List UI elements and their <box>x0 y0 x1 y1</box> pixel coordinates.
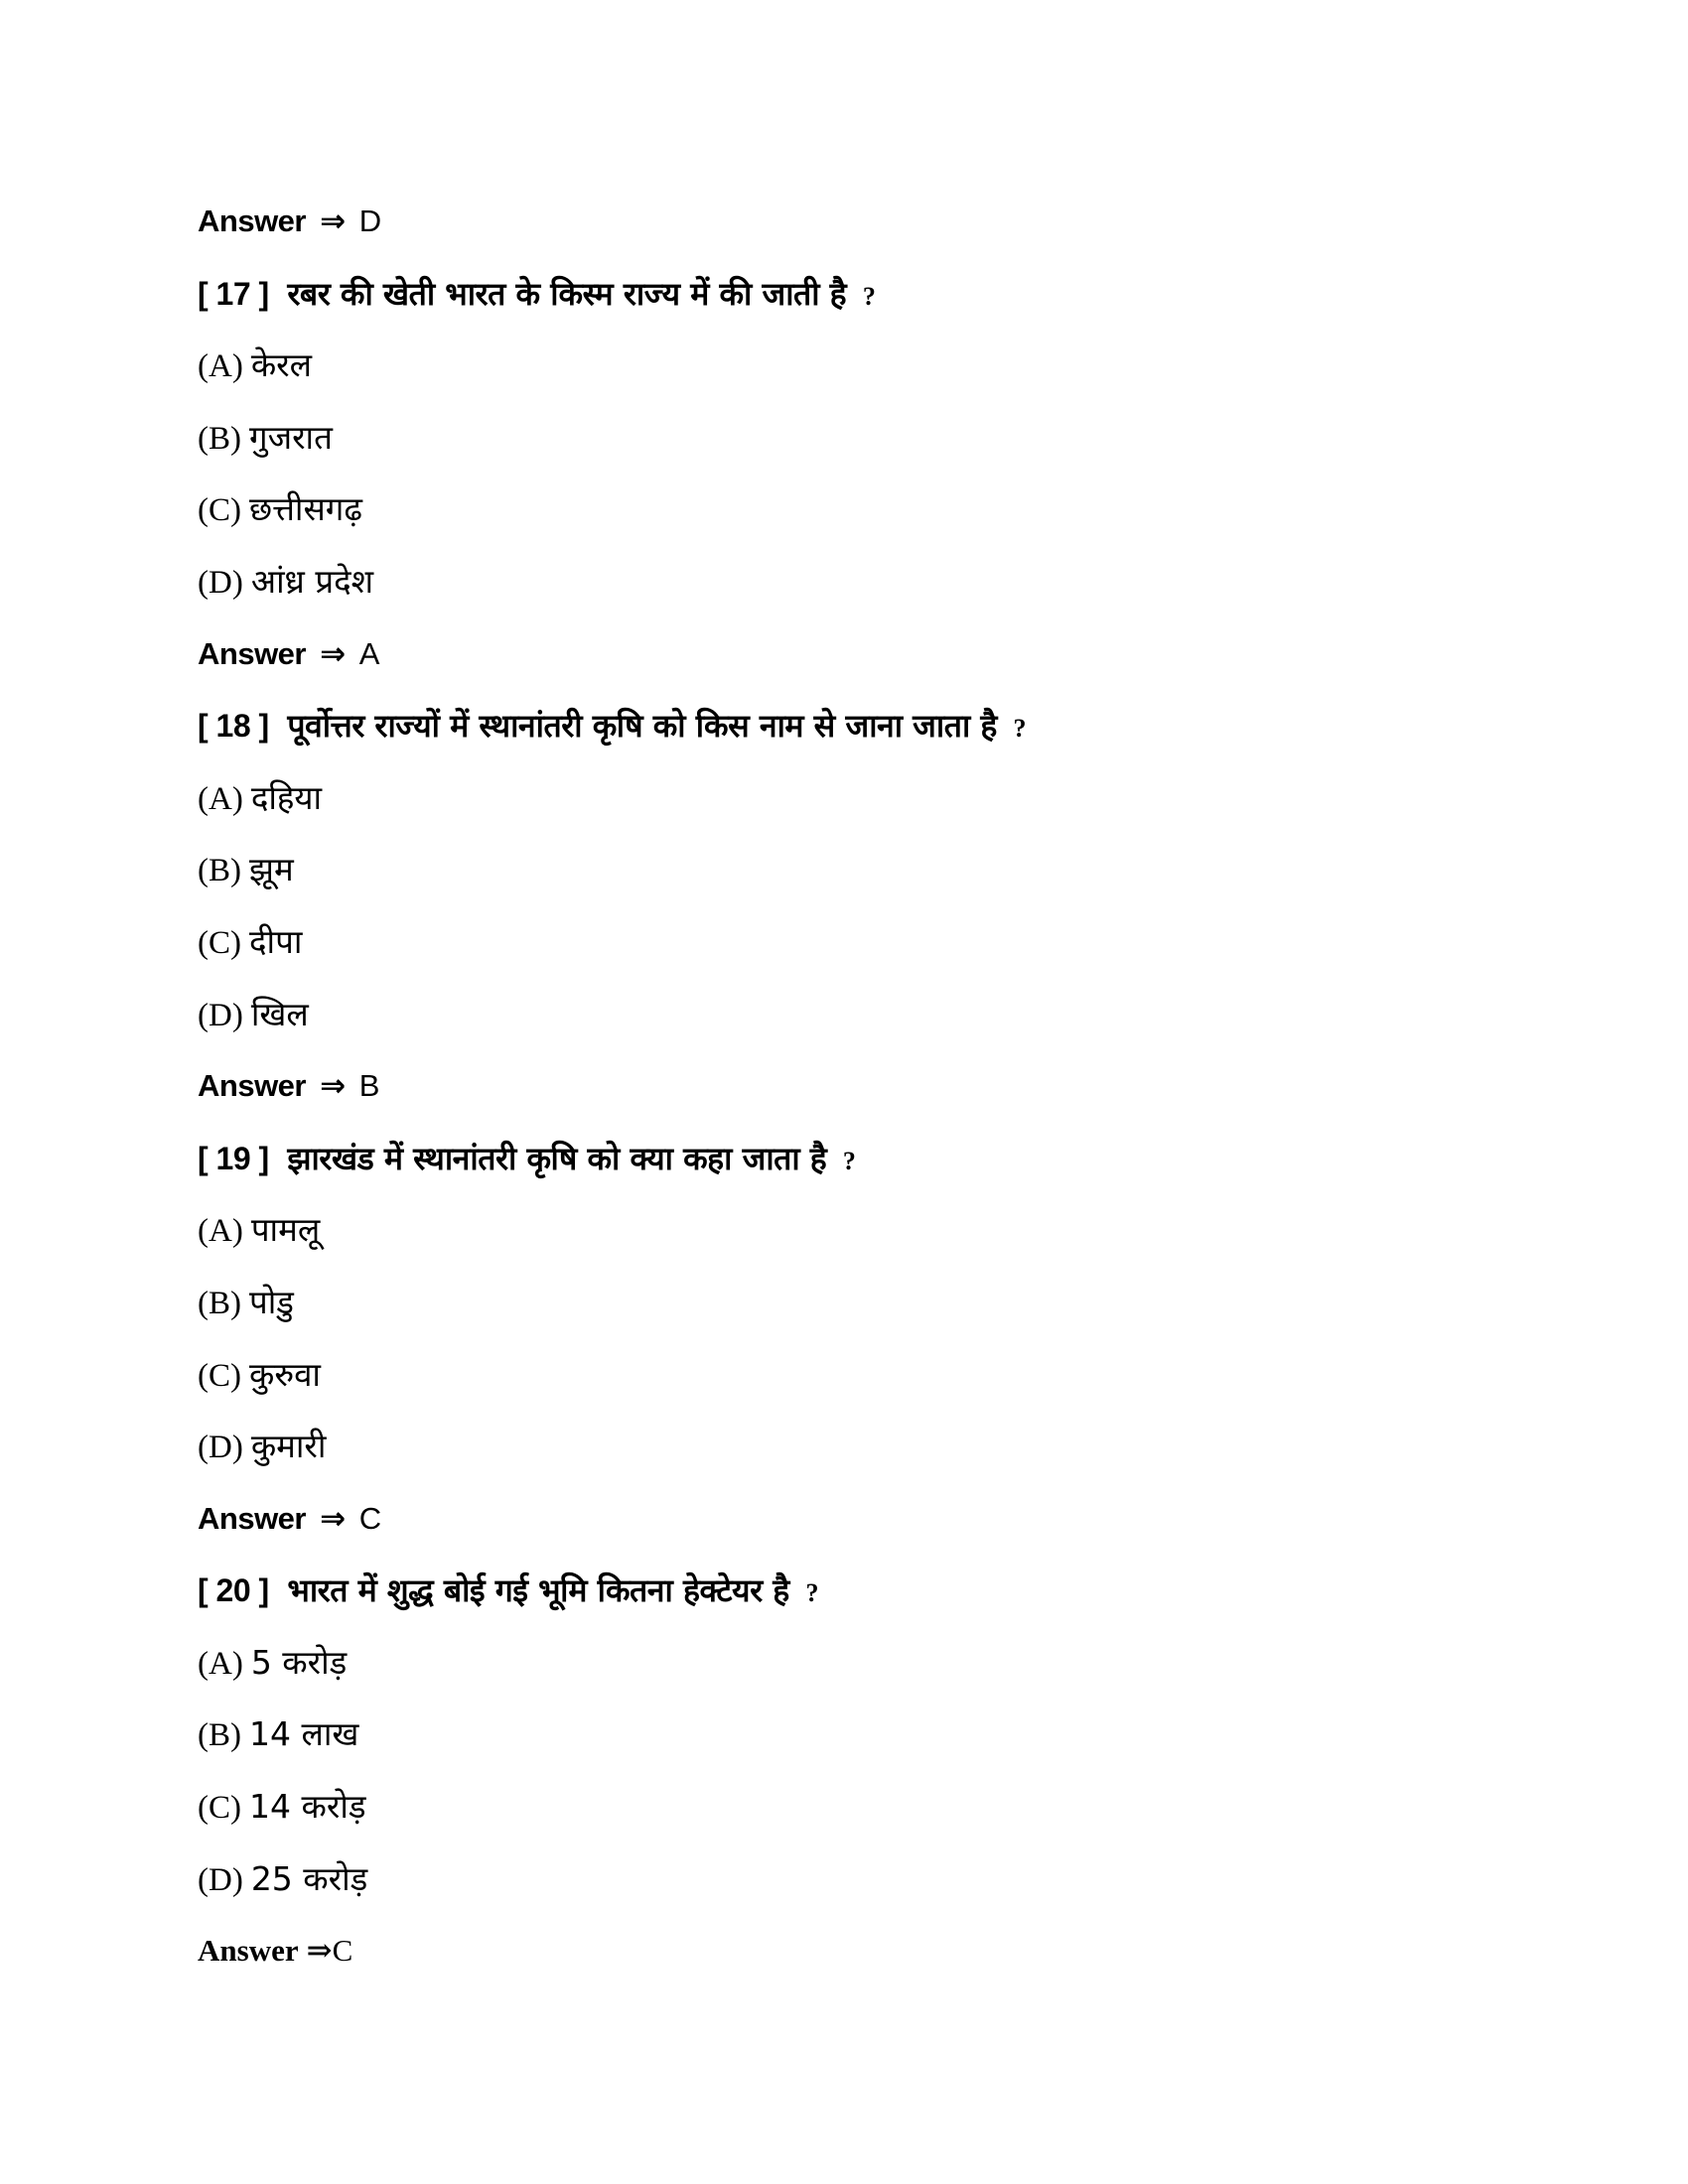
option-text: कुरुवा <box>249 1354 321 1394</box>
option-label: (A) <box>198 780 243 817</box>
question-mark: ? <box>862 281 876 311</box>
answer-label: Answer <box>198 204 306 238</box>
option-label: (B) <box>198 1717 241 1754</box>
option-label: (B) <box>198 420 241 457</box>
option-text: कुमारी <box>250 1427 327 1466</box>
answer-line <box>198 1483 1588 1556</box>
option-text: आंध्र प्रदेश <box>250 561 374 601</box>
answer-label: Answer <box>198 1933 299 1969</box>
option-text: झूम <box>249 850 294 889</box>
answer-line <box>198 1050 1588 1123</box>
question-20 <box>198 1555 1588 1627</box>
option-label: (D) <box>198 997 243 1033</box>
question-19 <box>198 1123 1588 1195</box>
option-text: खिल <box>250 994 309 1033</box>
option-label: (A) <box>198 348 243 385</box>
option-c <box>198 1771 1588 1843</box>
implies-arrow-icon: ⇒ <box>320 204 346 238</box>
option-label: (C) <box>198 1790 241 1827</box>
option-text: दीपा <box>249 921 303 961</box>
question-number: [ 19 ] <box>198 1140 269 1176</box>
answer-value: D <box>358 204 381 238</box>
option-c <box>198 1339 1588 1412</box>
question-17 <box>198 258 1588 331</box>
option-text: गुजरात <box>249 417 333 457</box>
option-d <box>198 546 1588 618</box>
option-d <box>198 1843 1588 1916</box>
question-number: [ 20 ] <box>198 1572 269 1609</box>
question-number: [ 17 ] <box>198 275 269 312</box>
option-label: (C) <box>198 492 241 529</box>
answer-label: Answer <box>198 635 306 671</box>
option-label: (C) <box>198 924 241 961</box>
answer-value: C <box>332 1933 353 1969</box>
option-text: केरल <box>250 345 313 385</box>
option-label: (A) <box>198 1213 243 1250</box>
option-text: दहिया <box>250 777 323 817</box>
question-18 <box>198 690 1588 762</box>
option-a <box>198 1194 1588 1267</box>
option-a <box>198 330 1588 402</box>
question-mark: ? <box>842 1146 856 1175</box>
option-text: 14 करोड़ <box>249 1787 366 1827</box>
question-text: भारत में शुद्ध बोई गई भूमि कितना हेक्टेयर है <box>287 1571 789 1610</box>
option-text: 25 करोड़ <box>250 1858 368 1898</box>
answer-value: A <box>358 635 379 671</box>
option-label: (D) <box>198 1861 243 1898</box>
option-text: 14 लाख <box>249 1714 359 1754</box>
option-c <box>198 906 1588 979</box>
implies-arrow-icon: ⇒ <box>320 635 346 671</box>
option-c <box>198 474 1588 546</box>
question-text: झारखंड में स्थानांतरी कृषि को क्या कहा जाता है <box>287 1139 827 1177</box>
option-a <box>198 762 1588 835</box>
option-d <box>198 979 1588 1051</box>
question-text: रबर की खेती भारत के किस्म राज्य में की जाती है <box>287 274 847 313</box>
option-b <box>198 402 1588 475</box>
question-mark: ? <box>805 1578 818 1608</box>
question-text: पूर्वोत्तर राज्यों में स्थानांतरी कृषि को किस नाम से जाना जाता है <box>287 707 997 746</box>
document-page <box>198 186 1588 1987</box>
implies-arrow-icon: ⇒ <box>320 1500 346 1536</box>
option-text: पामलू <box>250 1210 321 1250</box>
answer-value: B <box>358 1068 379 1104</box>
option-text: छत्तीसगढ़ <box>249 489 362 529</box>
option-b <box>198 1699 1588 1771</box>
implies-arrow-icon: ⇒ <box>306 1933 333 1969</box>
option-label: (C) <box>198 1357 241 1394</box>
answer-line <box>198 186 1588 258</box>
implies-arrow-icon: ⇒ <box>320 1068 346 1104</box>
option-b <box>198 1267 1588 1339</box>
option-label: (B) <box>198 1285 241 1321</box>
option-label: (A) <box>198 1645 243 1682</box>
question-mark: ? <box>1013 714 1027 744</box>
option-label: (D) <box>198 1430 243 1466</box>
option-d <box>198 1411 1588 1483</box>
option-label: (B) <box>198 853 241 889</box>
answer-label: Answer <box>198 1500 306 1536</box>
option-b <box>198 834 1588 906</box>
answer-line <box>198 618 1588 691</box>
option-text: पोडु <box>249 1282 294 1321</box>
answer-value: C <box>358 1500 381 1536</box>
answer-line <box>198 1915 1588 1987</box>
option-a <box>198 1627 1588 1700</box>
option-label: (D) <box>198 564 243 601</box>
answer-label: Answer <box>198 1068 306 1104</box>
option-text: 5 करोड़ <box>250 1642 348 1682</box>
question-number: [ 18 ] <box>198 708 269 745</box>
